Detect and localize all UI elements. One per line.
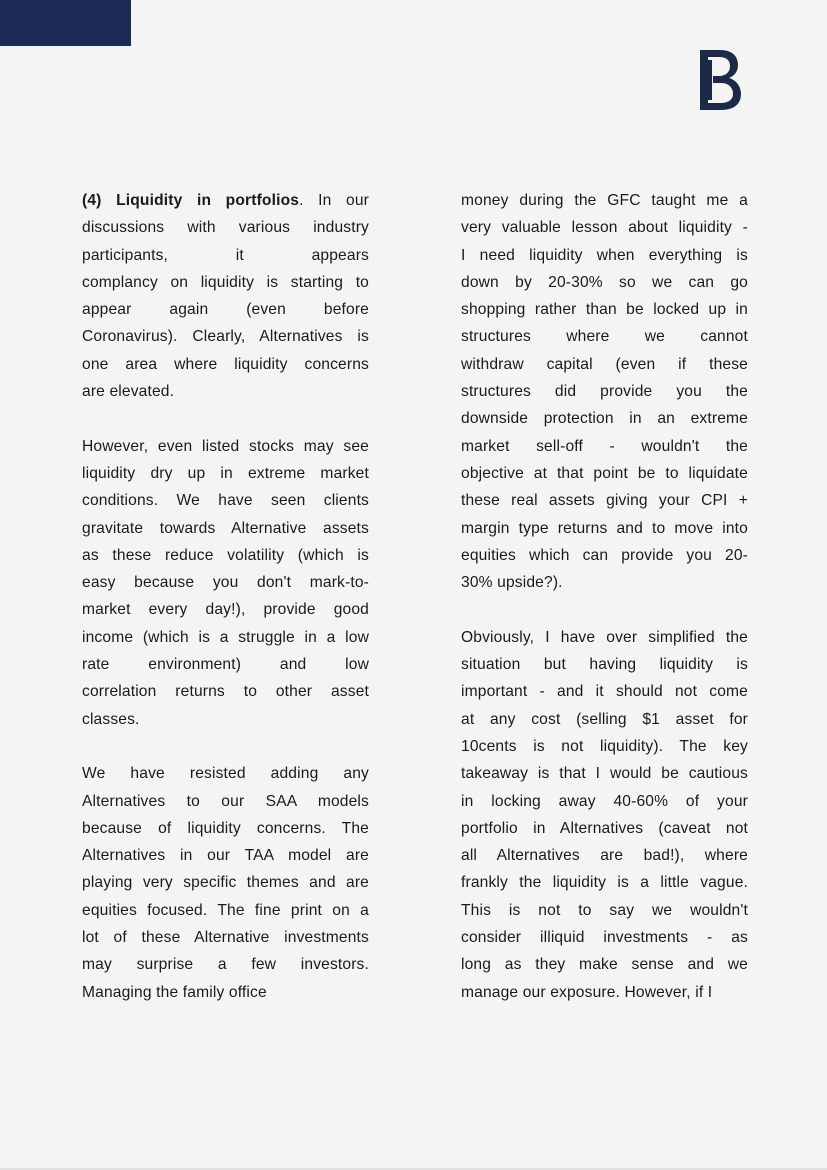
text-line: money during the GFC taught me a <box>461 192 748 209</box>
text-line: rate environment) and low <box>82 656 369 674</box>
text-line: liquidity dry up in extreme market <box>82 464 369 482</box>
header-corner-block <box>0 0 131 46</box>
text-line: important - and it should not come <box>461 683 748 701</box>
text-line: I need liquidity when everything is <box>461 246 748 264</box>
text-line: withdraw capital (even if these <box>461 355 748 373</box>
text-line: structures did provide you the <box>461 383 748 401</box>
text-line: portfolio in Alternatives (caveat not <box>461 819 748 837</box>
text-line: frankly the liquidity is a little vague. <box>461 874 748 892</box>
text-line: in locking away 40-60% of your <box>461 792 748 810</box>
text-line: objective at that point be to liquidate <box>461 464 748 482</box>
section-heading: (4) Liquidity in portfolios <box>82 192 300 209</box>
text-line: This is not to say we wouldn't <box>461 901 748 919</box>
text-line: as these reduce volatility (which is <box>82 546 369 564</box>
paragraph <box>82 760 369 1006</box>
text-line: gravitate towards Alternative assets <box>82 519 369 537</box>
text-line: manage our exposure. However, if I <box>461 983 713 1001</box>
text-line: Alternatives in our TAA model are <box>82 847 369 865</box>
text-line: 30% upside?). <box>461 574 563 592</box>
text-line: long as they make sense and we <box>461 956 748 974</box>
text-line: equities which can provide you 20- <box>461 546 748 564</box>
text-line: income (which is a struggle in a low <box>82 628 369 646</box>
brand-logo-icon <box>696 48 742 112</box>
text-line: one area where liquidity concerns <box>82 355 369 373</box>
text-line: situation but having liquidity is <box>461 656 748 674</box>
text-line: margin type returns and to move into <box>461 519 748 537</box>
text-line: market every day!), provide good <box>82 601 369 619</box>
text-line: may surprise a few investors. <box>82 956 369 974</box>
text-line: structures where we cannot <box>461 328 748 346</box>
text-line: easy because you don't mark-to- <box>82 574 369 592</box>
text-line: discussions with various industry <box>82 219 369 237</box>
left-column <box>82 187 369 1033</box>
text-line: at any cost (selling $1 asset for <box>461 710 748 728</box>
text-line: are elevated. <box>82 383 175 401</box>
text-line: We have resisted adding any <box>82 765 369 783</box>
text-line: down by 20-30% so we can go <box>461 273 748 291</box>
text-line: correlation returns to other asset <box>82 683 369 701</box>
text-line: complancy on liquidity is starting to <box>82 273 369 291</box>
text-line: these real assets giving your CPI + <box>461 492 748 510</box>
paragraph <box>461 624 748 1006</box>
text-line: because of liquidity concerns. The <box>82 819 369 837</box>
text-span: . In our <box>299 192 369 209</box>
text-line: Coronavirus). Clearly, Alternatives is <box>82 328 369 346</box>
text-line: lot of these Alternative investments <box>82 929 369 947</box>
text-line: Obviously, I have over simplified the <box>461 628 748 646</box>
text-line: takeaway is that I would be cautious <box>461 765 748 783</box>
text-line: very valuable lesson about liquidity - <box>461 219 748 237</box>
text-line: Alternatives to our SAA models <box>82 792 369 810</box>
text-line: conditions. We have seen clients <box>82 492 369 510</box>
text-line: equities focused. The fine print on a <box>82 901 369 919</box>
text-line: participants, it appears <box>82 246 369 264</box>
text-line: shopping rather than be locked up in <box>461 301 748 319</box>
paragraph <box>82 433 369 733</box>
paragraph <box>461 187 748 596</box>
text-line: appear again (even before <box>82 301 369 319</box>
text-line: playing very specific themes and are <box>82 874 369 892</box>
text-line: downside protection in an extreme <box>461 410 748 428</box>
right-column <box>461 187 748 1033</box>
paragraph <box>82 187 369 405</box>
text-line: 10cents is not liquidity). The key <box>461 737 748 755</box>
text-line <box>82 187 369 214</box>
text-line: market sell-off - wouldn't the <box>461 437 748 455</box>
text-line: all Alternatives are bad!), where <box>461 847 748 865</box>
text-line: classes. <box>82 710 140 728</box>
text-line: However, even listed stocks may see <box>82 437 369 455</box>
text-line: consider illiquid investments - as <box>461 929 748 947</box>
text-line: Managing the family office <box>82 983 267 1001</box>
